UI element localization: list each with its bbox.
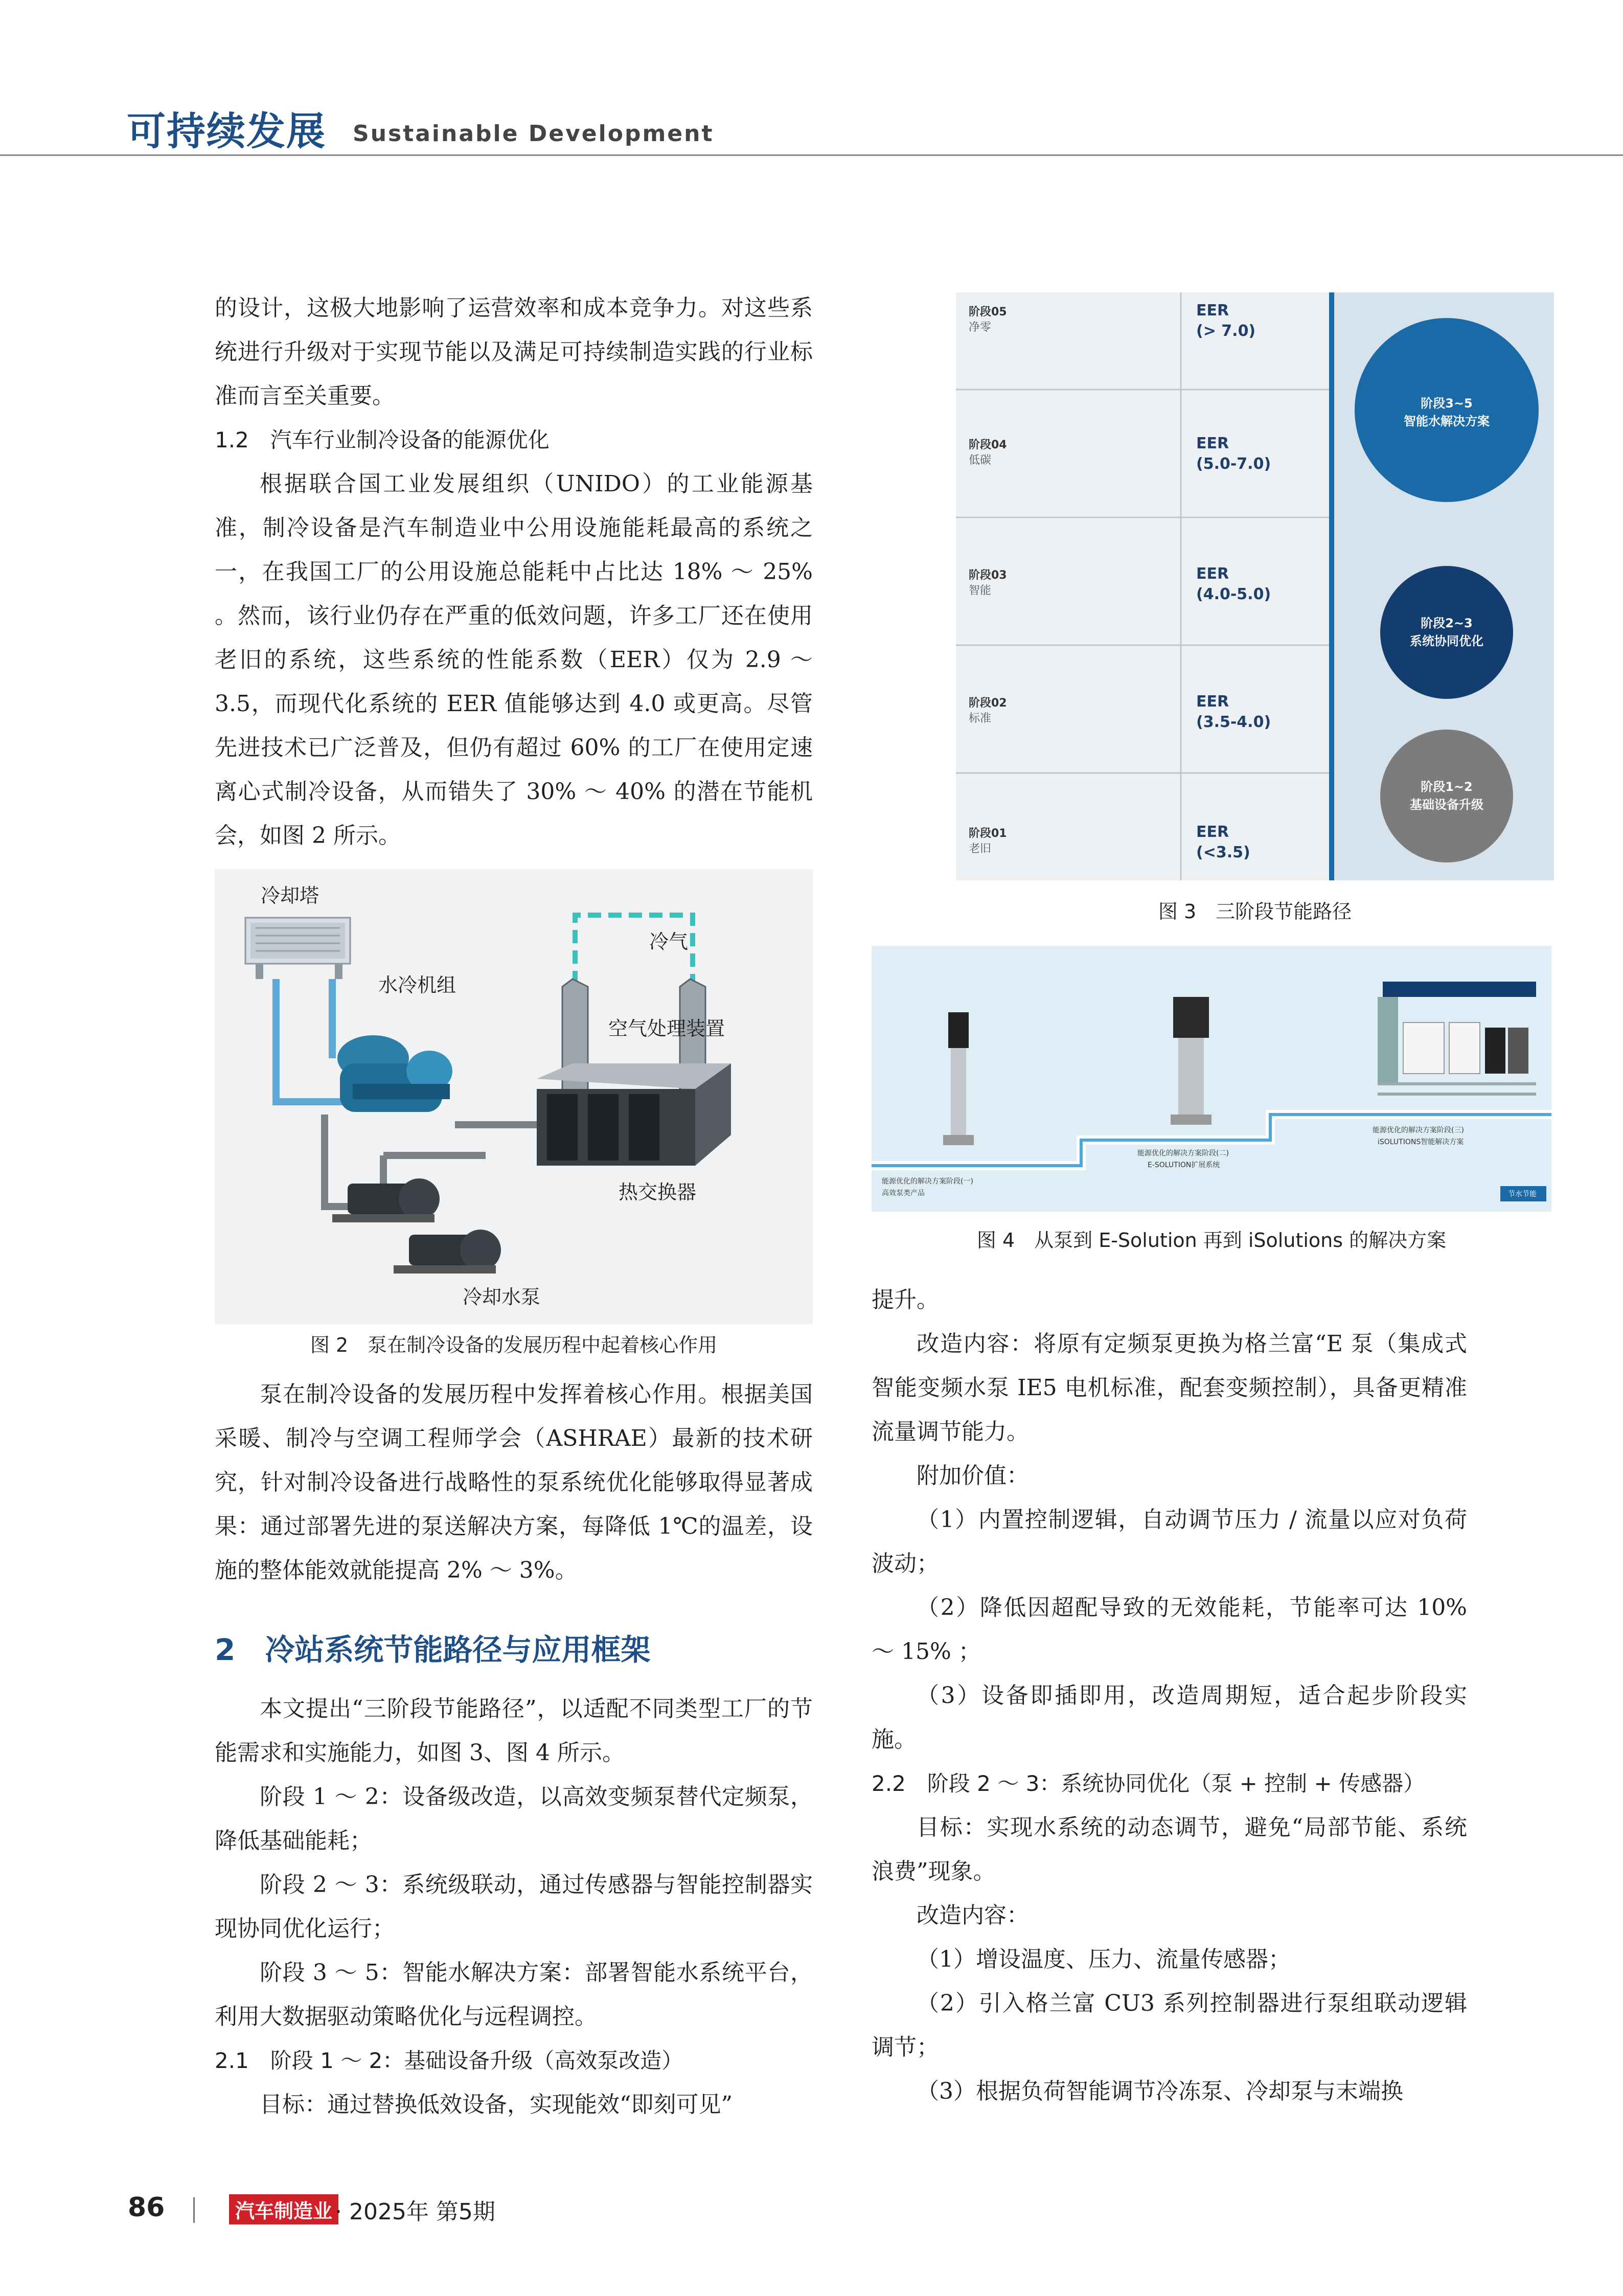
added-value-2: （2）降低因超配导致的无效能耗，节能率可达 10% ～ 15% ；	[872, 1595, 1467, 1665]
stage-3-5-text: 阶段 3 ～ 5：智能水解决方案：部署智能水系统平台，利用大数据驱动策略优化与远程调控。	[215, 1960, 813, 2030]
svg-text:智能: 智能	[969, 584, 992, 597]
figure-2	[215, 869, 813, 1324]
stage-circle-3-5	[1355, 318, 1539, 502]
label-cooling-tower: 冷却塔	[261, 884, 319, 907]
retrofit-item-1: （1）增设温度、压力、流量传感器；	[917, 1946, 1291, 1972]
stage-1-2-text: 阶段 1 ～ 2：设备级改造，以高效变频泵替代定频泵，降低基础能耗；	[215, 1784, 813, 1854]
fig4-step1-label: 能源优化的解决方案阶段(一)	[882, 1177, 973, 1186]
section-subtitle: Sustainable Development	[353, 121, 714, 147]
label-ahu: 空气处理装置	[608, 1017, 725, 1040]
cooling-water-pump-icon	[332, 1178, 501, 1274]
added-value-label: 附加价值：	[917, 1463, 1029, 1489]
svg-text:EER: EER	[1196, 565, 1229, 583]
left-intro-block	[215, 286, 813, 858]
figure-2-diagram	[215, 869, 813, 1324]
e-pump-icon	[1171, 997, 1211, 1125]
section-2-heading: 2 冷站系统节能路径与应用框架	[215, 1632, 651, 1667]
svg-text:阶段2~3: 阶段2~3	[1421, 616, 1473, 630]
fig4-step3-sub: iSOLUTIONS智能解决方案	[1378, 1138, 1464, 1146]
section-2-intro: 本文提出“三阶段节能路径”，以适配不同类型工厂的节能需求和实施能力，如图 3、图 4 所示。	[215, 1696, 813, 1766]
stage-row-05	[969, 302, 1255, 340]
svg-text:阶段05: 阶段05	[969, 306, 1007, 319]
svg-text:阶段1~2: 阶段1~2	[1421, 780, 1473, 794]
svg-text:标准: 标准	[969, 712, 992, 725]
left-bottom-block	[215, 1373, 813, 1593]
fig4-step3-label: 能源优化的解决方案阶段(三)	[1373, 1126, 1464, 1134]
intro-paragraph: 的设计，这极大地影响了运营效率和成本竞争力。对这些系统进行升级对于实现节能以及满足可持续制造实践的行业标准而言至关重要。	[215, 295, 813, 409]
stage-2-3-text: 阶段 2 ～ 3：系统级联动，通过传感器与智能控制器实现协同优化运行；	[215, 1872, 813, 1942]
left-stage-block	[215, 1687, 813, 2127]
svg-text:阶段04: 阶段04	[969, 439, 1007, 451]
figure-4-caption: 图 4 从泵到 E-Solution 再到 iSolutions 的解决方案	[976, 1229, 1447, 1252]
figure-4	[872, 946, 1551, 1212]
fig4-step1-sub: 高效泵类产品	[882, 1189, 925, 1197]
stage-circle-2-3	[1380, 566, 1513, 699]
footer-divider	[193, 2197, 195, 2223]
goal-2-1-text: 目标：通过替换低效设备，实现能效“即刻可见”	[260, 2092, 733, 2118]
svg-text:(> 7.0): (> 7.0)	[1196, 322, 1256, 340]
svg-text:净零: 净零	[969, 321, 992, 334]
svg-text:(3.5-4.0): (3.5-4.0)	[1196, 713, 1271, 731]
svg-text:系统协同优化: 系统协同优化	[1410, 634, 1483, 648]
figure-4-diagram	[872, 946, 1551, 1212]
continued-text: 提升。	[872, 1287, 939, 1313]
label-heat-exchanger: 热交换器	[619, 1181, 697, 1203]
section-1-2-heading: 1.2 汽车行业制冷设备的能源优化	[215, 427, 550, 452]
label-cooling-pump: 冷却水泵	[463, 1286, 541, 1308]
svg-text:阶段03: 阶段03	[969, 569, 1007, 582]
page-number: 86	[128, 2192, 165, 2223]
svg-text:基础设备升级: 基础设备升级	[1410, 798, 1483, 812]
svg-text:(<3.5): (<3.5)	[1196, 844, 1250, 861]
air-handling-unit-icon	[537, 979, 731, 1166]
svg-text:阶段02: 阶段02	[969, 697, 1007, 710]
svg-text:EER: EER	[1196, 693, 1229, 711]
svg-text:EER: EER	[1196, 823, 1229, 841]
label-chiller: 水冷机组	[378, 974, 456, 996]
section-2-1-heading: 2.1 阶段 1 ～ 2：基础设备升级（高效泵改造）	[215, 2048, 683, 2073]
stage-row-02	[969, 693, 1271, 731]
isolutions-system-icon	[1378, 982, 1536, 1094]
svg-text:智能水解决方案: 智能水解决方案	[1404, 414, 1490, 428]
unido-paragraph: 根据联合国工业发展组织（UNIDO）的工业能源基准，制冷设备是汽车制造业中公用设施能耗最高的系统之一，在我国工厂的公用设施总能耗中占比达 18% ～ 25% 。然而，该行业仍存在严重的低效问题，许多工厂还在使用老旧的系统，这些系统的性能系数（EER）仅为 2.9 ～ 3.5，而现代化系统的 EER 值能够达到 4.0 或更高。尽管先进技术已广泛普及，但仍有超过 60% 的工厂在使用定速离心式制冷设备，从而错失了 30% ～ 40% 的潜在节能机会，如图 2 所示。	[215, 471, 813, 849]
stage-row-01	[969, 823, 1250, 861]
section-2-2-heading: 2.2 阶段 2 ～ 3：系统协同优化（泵 + 控制 + 传感器）	[872, 1771, 1425, 1796]
retrofit-item-3: （3）根据负荷智能调节冷冻泵、冷却泵与末端换	[917, 2078, 1403, 2104]
section-title: 可持续发展	[127, 108, 326, 154]
added-value-1: （1）内置控制逻辑，自动调节压力 / 流量以应对负荷波动；	[872, 1507, 1467, 1577]
stage-row-04	[969, 435, 1271, 473]
svg-text:老旧: 老旧	[969, 843, 992, 855]
figure-3-caption: 图 3 三阶段节能路径	[1158, 900, 1352, 923]
right-text-block	[872, 1278, 1467, 2113]
stage-circle-1-2	[1380, 730, 1513, 862]
svg-text:阶段3~5: 阶段3~5	[1421, 396, 1473, 411]
chiller-icon	[337, 1035, 452, 1112]
header-divider	[0, 154, 1623, 156]
stage-row-03	[969, 565, 1271, 603]
svg-text:EER: EER	[1196, 435, 1229, 452]
issue-info: · 2025年 第5期	[335, 2199, 495, 2225]
figure-3	[956, 292, 1554, 880]
svg-text:(5.0-7.0): (5.0-7.0)	[1196, 455, 1271, 473]
journal-logo: 汽车制造业	[229, 2194, 338, 2224]
cooling-tower-icon	[245, 918, 350, 979]
retrofit-2-1-text: 改造内容：将原有定频泵更换为格兰富“E 泵（集成式智能变频水泵 IE5 电机标准，配套变频控制），具备更精准流量调节能力。	[872, 1331, 1467, 1445]
figure-2-caption: 图 2 泵在制冷设备的发展历程中起着核心作用	[310, 1334, 718, 1356]
fig4-step2-label: 能源优化的解决方案阶段(二)	[1137, 1149, 1229, 1157]
added-value-3: （3）设备即插即用，改造周期短，适合起步阶段实施。	[872, 1683, 1467, 1753]
fig4-step2-sub: E-SOLUTION扩展系统	[1148, 1161, 1220, 1169]
svg-text:EER: EER	[1196, 302, 1229, 320]
label-cold-air: 冷气	[649, 930, 689, 953]
goal-2-2-text: 目标：实现水系统的动态调节，避免“局部节能、系统浪费”现象。	[872, 1814, 1467, 1884]
retrofit-item-2: （2）引入格兰富 CU3 系列控制器进行泵组联动逻辑调节；	[872, 1990, 1467, 2060]
svg-text:低碳: 低碳	[969, 454, 992, 467]
retrofit-label: 改造内容：	[917, 1902, 1029, 1928]
figure-3-diagram	[956, 292, 1554, 880]
ashrae-paragraph: 泵在制冷设备的发展历程中发挥着核心作用。根据美国采暖、制冷与空调工程师学会（ASHRAE）最新的技术研究，针对制冷设备进行战略性的泵系统优化能够取得显著成果：通过部署先进的泵送解决方案，每降低 1℃的温差，设施的整体能效就能提高 2% ～ 3%。	[215, 1381, 813, 1583]
fig4-corner-label: 节水节能	[1508, 1190, 1537, 1198]
svg-text:(4.0-5.0): (4.0-5.0)	[1196, 585, 1271, 603]
vertical-pump-icon	[943, 1012, 974, 1145]
svg-text:阶段01: 阶段01	[969, 827, 1007, 840]
